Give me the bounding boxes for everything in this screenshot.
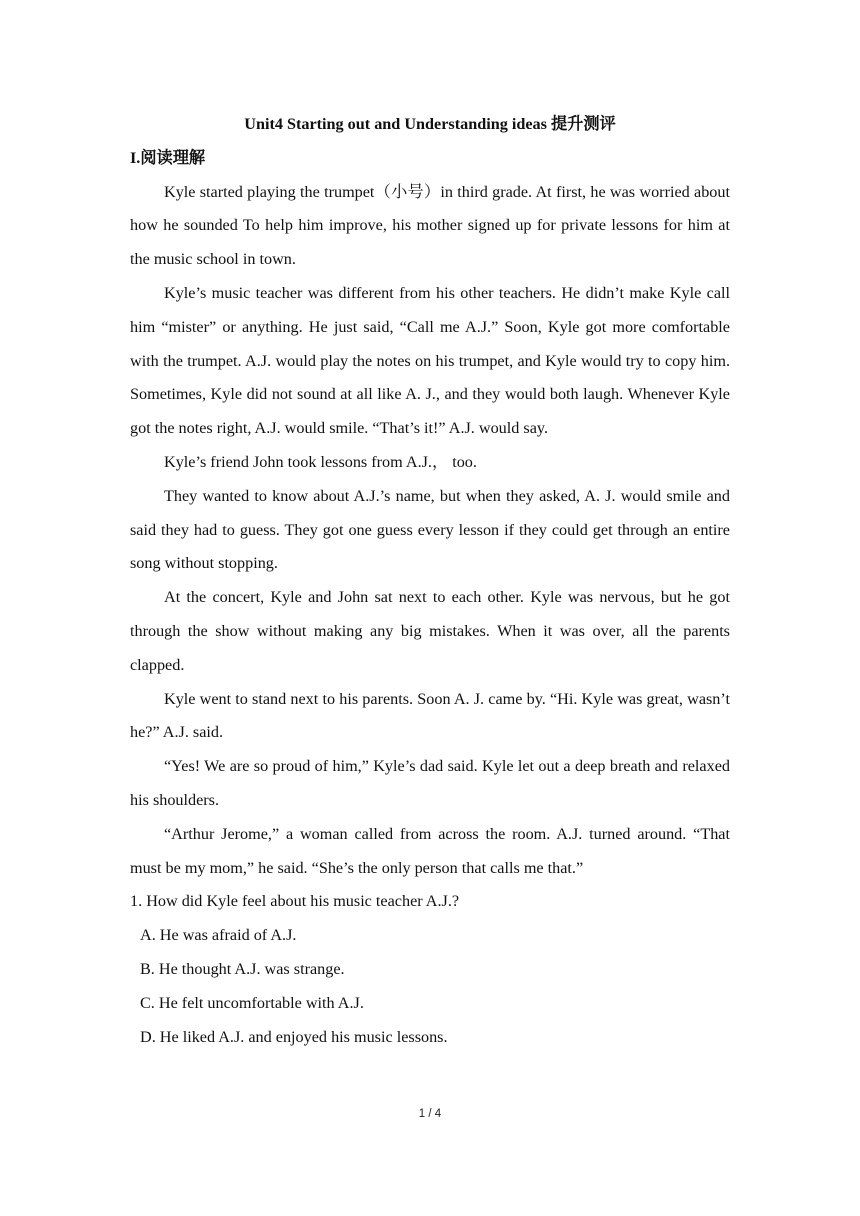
question-1-option-c: C. He felt uncomfortable with A.J. bbox=[140, 993, 364, 1012]
question-1-option-d: D. He liked A.J. and enjoyed his music lessons. bbox=[140, 1027, 448, 1046]
passage-paragraph-1: Kyle started playing the trumpet（小号）in third grade. At first, he was worried about how he sounded To help him improve, his mother signed up for private lessons for him at the music school in town. bbox=[130, 182, 730, 269]
question-1-option-b: B. He thought A.J. was strange. bbox=[140, 959, 345, 978]
question-1-stem: 1. How did Kyle feel about his music teacher A.J.? bbox=[130, 892, 460, 911]
passage-paragraph-2: Kyle’s music teacher was different from his other teachers. He didn’t make Kyle call him “mister” or anything. He just said, “Call me A.J.” Soon, Kyle got more comfortable with the trumpet. A.J. would play the notes on his trumpet, and Kyle would try to copy him. Sometimes, Kyle did not sound at all like A. J., and they would both laugh. Whenever Kyle got the notes right, A.J. would smile. “That’s it!” A.J. would say. bbox=[130, 283, 730, 438]
page-number: 1 / 4 bbox=[418, 1108, 442, 1120]
passage-paragraph-3: Kyle’s friend John took lessons from A.J.， too. bbox=[164, 452, 477, 471]
question-1-option-a: A. He was afraid of A.J. bbox=[140, 926, 297, 945]
section-heading: I.阅读理解 bbox=[130, 148, 206, 167]
passage-paragraph-6: Kyle went to stand next to his parents. Soon A. J. came by. “Hi. Kyle was great, wasn’t he?” A.J. said. bbox=[130, 689, 730, 742]
document-title: Unit4 Starting out and Understanding ideas 提升测评 bbox=[244, 115, 616, 133]
passage-paragraph-8: “Arthur Jerome,” a woman called from across the room. A.J. turned around. “That must be my mom,” he said. “She’s the only person that calls me that.” bbox=[130, 824, 730, 877]
document-page bbox=[130, 108, 730, 1054]
passage-paragraph-7: “Yes! We are so proud of him,” Kyle’s dad said. Kyle let out a deep breath and relaxed his shoulders. bbox=[130, 757, 730, 809]
passage-paragraph-4: They wanted to know about A.J.’s name, but when they asked, A. J. would smile and said they had to guess. They got one guess every lesson if they could get through an entire song without stopping. bbox=[130, 486, 730, 573]
passage-paragraph-5: At the concert, Kyle and John sat next to each other. Kyle was nervous, but he got through the show without making any big mistakes. When it was over, all the parents clapped. bbox=[130, 588, 730, 674]
